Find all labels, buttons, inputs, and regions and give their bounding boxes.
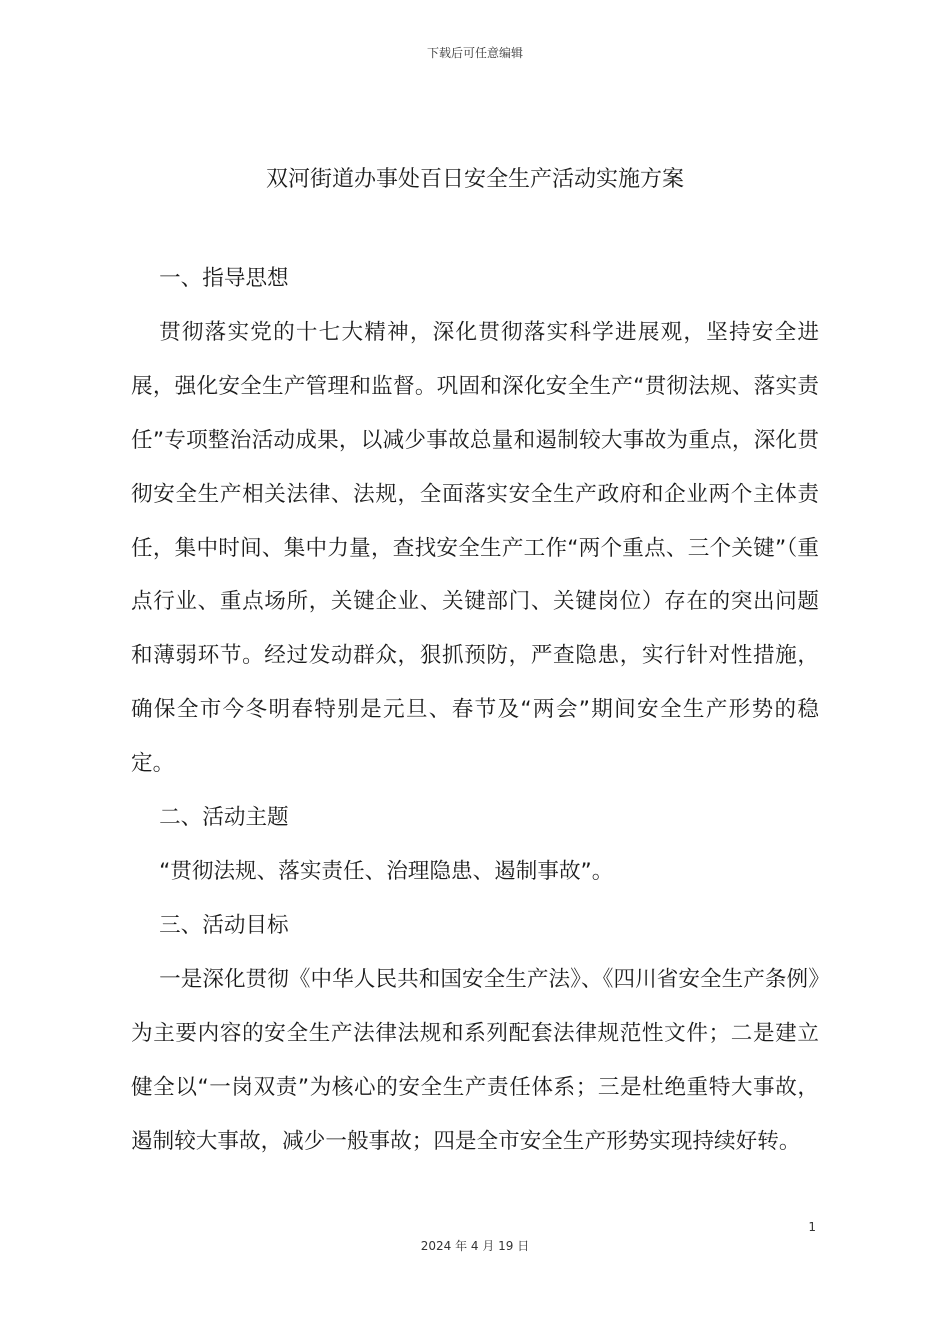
header-note: 下载后可任意编辑: [426, 46, 523, 60]
section-heading-guiding-ideology: 一、指导思想: [159, 266, 289, 291]
document-title: 双河街道办事处百日安全生产活动实施方案: [265, 167, 684, 192]
paragraph-activity-goals: 一是深化贯彻《中华人民共和国安全生产法》、《四川省安全生产条例》为主要内容的安全生产法律法规和系列配套法律规范性文件；二是建立健全以“一岗双责”为核心的安全生产责任体系；三是杜绝重特大事故，遏制较大事故，减少一般事故；四是全市安全生产形势实现持续好转。: [131, 966, 819, 1154]
paragraph-activity-theme: “贯彻法规、落实责任、治理隐患、遏制事故”。: [159, 858, 614, 884]
section-heading-activity-theme: 二、活动主题: [159, 805, 289, 831]
paragraph-guiding-ideology: 贯彻落实党的十七大精神，深化贯彻落实科学进展观，坚持安全进展，强化安全生产管理和监督。巩固和深化安全生产“贯彻法规、落实责任”专项整治活动成果，以减少事故总量和遏制较大事故为重点，深化贯彻安全生产相关法律、法规，全面落实安全生产政府和企业两个主体责任，集中时间、集中力量，查找安全生产工作“两个重点、三个关键”（重点行业、重点场所，关键企业、关键部门、关键岗位）存在的突出问题和薄弱环节。经过发动群众，狠抓预防，严查隐患，实行针对性措施，确保全市今冬明春特别是元旦、春节及“两会”期间安全生产形势的稳定。: [131, 319, 819, 777]
footer-date: 2024 年 4 月 19 日: [420, 1239, 530, 1253]
document-body: [131, 252, 819, 1168]
page-number: 1: [808, 1220, 816, 1234]
section-heading-activity-goals: 三、活动目标: [159, 912, 289, 938]
